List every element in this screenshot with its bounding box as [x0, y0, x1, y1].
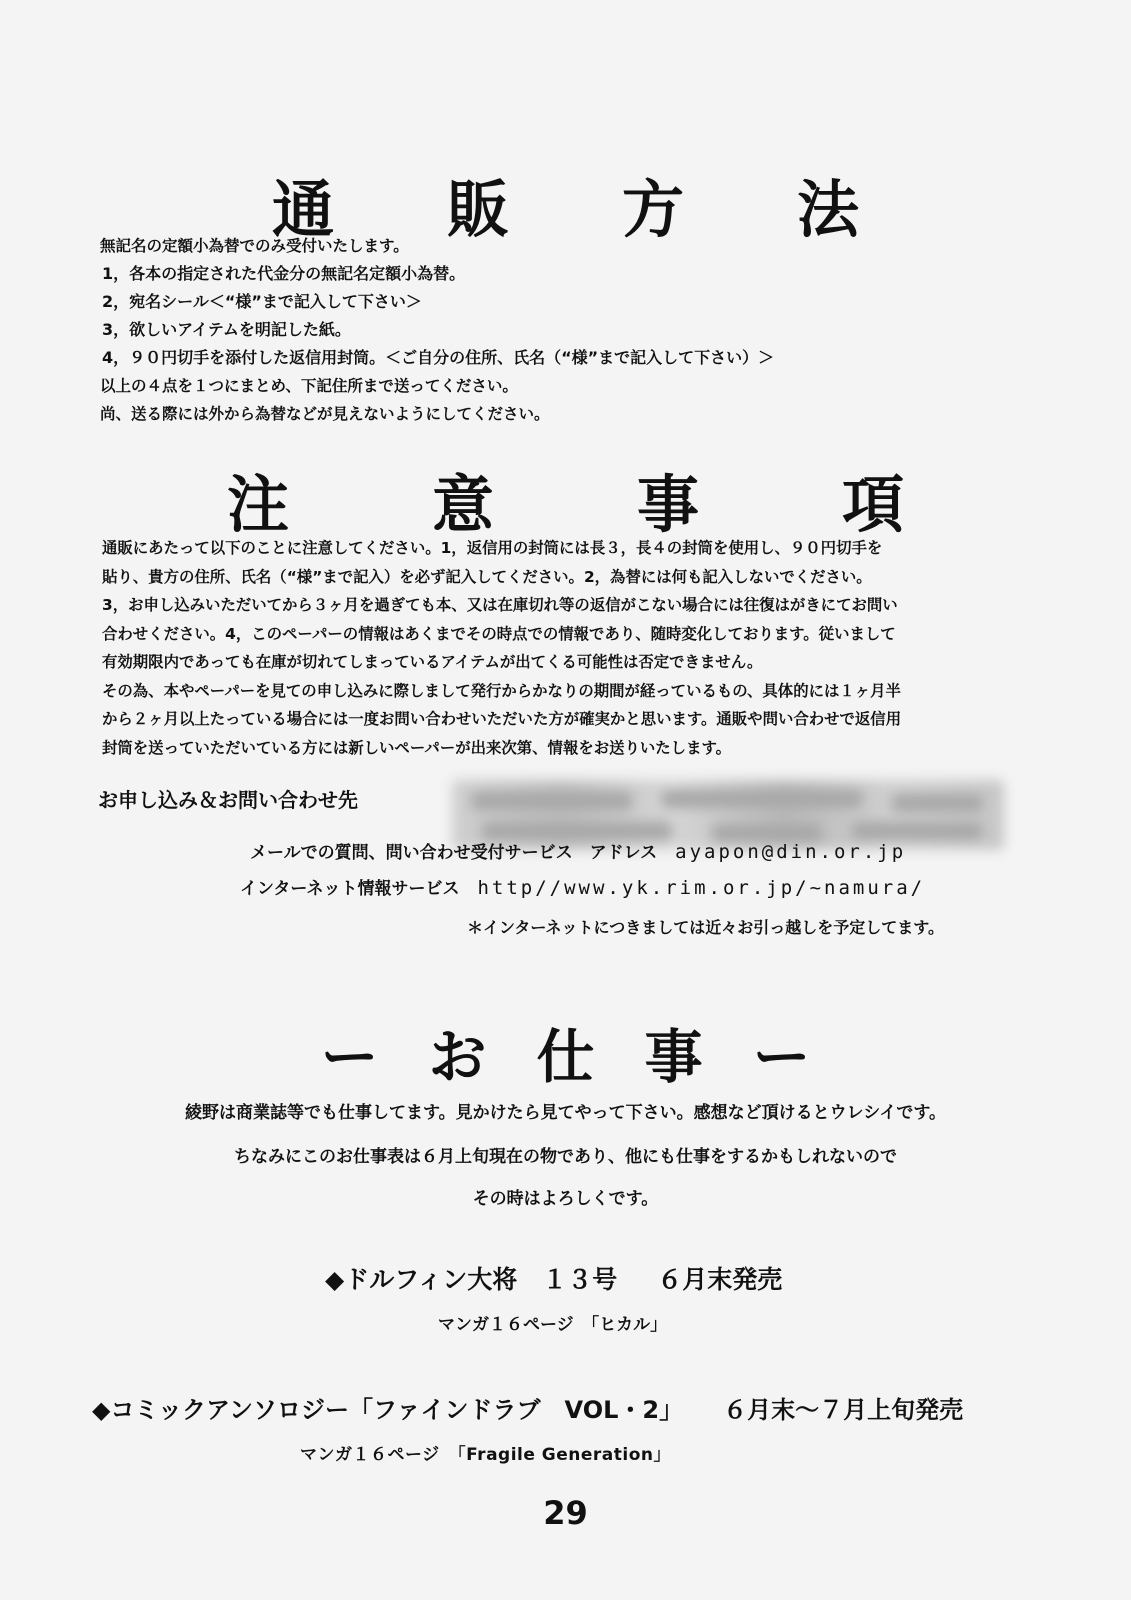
release-detail: マンガ１６ページ 「ヒカル」: [438, 1315, 668, 1335]
instruction-line: 以上の４点を１つにまとめ、下記住所まで送ってください。: [100, 377, 518, 395]
instruction-line: 3，欲しいアイテムを明記した紙。: [102, 320, 351, 339]
work-text-line: その時はよろしくです。: [472, 1189, 659, 1209]
move-note: ＊インターネットにつきましては近々お引っ越しを予定してます。: [467, 918, 944, 937]
instruction-line: 尚、送る際には外から為替などが見えないようにしてください。: [100, 405, 550, 423]
mail-order-instructions: [100, 232, 774, 428]
heading-char: ー: [320, 1023, 379, 1091]
email-address[interactable]: ayapon@din.or.jp: [675, 841, 907, 863]
notice-line: 有効期限内であっても在庫が切れてしまっているアイテムが出てくる可能性は否定できません。: [102, 653, 763, 671]
work-text-line: ちなみにこのお仕事表は６月上旬現在の物であり、他にも仕事をするかもしれないので: [234, 1147, 897, 1167]
release-item: [92, 1390, 963, 1425]
heading-char: 事: [636, 468, 699, 541]
notice-line: その為、本やペーパーを見ての申し込みに際しまして発行からかなりの期間が経っているもの、具体的には１ヶ月半: [102, 681, 901, 700]
notice-line: 合わせください。4，このペーパーの情報はあくまでその時点での情報であり、随時変化しております。従いまして: [102, 624, 896, 643]
heading-char: 法: [796, 173, 859, 246]
release-detail: マンガ１６ページ 「Fragile Generation」: [300, 1445, 672, 1465]
page-number: 29: [543, 1494, 588, 1532]
heading-char: 仕: [536, 1023, 595, 1091]
heading-char: 販: [446, 173, 509, 246]
notice-heading: [0, 455, 1131, 544]
heading-char: 通: [271, 173, 334, 246]
release-title: ◆ドルフィン大将 １３号: [325, 1265, 618, 1294]
contact-label: お申し込み＆お問い合わせ先: [98, 788, 358, 812]
notice-line: 貼り、貴方の住所、氏名（“様”まで記入）を必ず記入してください。2，為替には何も記入しないでください。: [102, 567, 872, 586]
instruction-line: 無記名の定額小為替でのみ受付いたします。: [100, 237, 409, 255]
notice-line: 封筒を送っていただいている方には新しいペーパーが出来次第、情報をお送りいたします。: [102, 738, 732, 757]
notice-line: 通販にあたって以下のことに注意してください。1，返信用の封筒には長３，長４の封筒を使用し、９０円切手を: [102, 539, 883, 557]
website-url[interactable]: http//www.yk.rim.or.jp/~namura/: [477, 877, 926, 899]
web-contact: [240, 874, 925, 899]
heading-char: ー: [752, 1023, 811, 1091]
email-label: メールでの質問、問い合わせ受付サービス アドレス: [250, 843, 658, 863]
heading-char: 意: [431, 468, 494, 541]
release-date: ６月末〜７月上旬発売: [723, 1396, 964, 1424]
instruction-line: 1，各本の指定された代金分の無記名定額小為替。: [102, 264, 466, 283]
notice-line: から２ヶ月以上たっている場合には一度お問い合わせいただいた方が確実かと思います。通販や問い合わせで返信用: [102, 710, 902, 728]
notice-text: [102, 534, 901, 762]
heading-char: 項: [841, 468, 904, 541]
release-item: [325, 1260, 782, 1296]
heading-char: 注: [226, 468, 289, 541]
notice-line: 3，お申し込みいただいてから３ヶ月を過ぎても本、又は在庫切れ等の返信がこない場合には往復はがきにてお問い: [102, 596, 898, 614]
release-date: ６月末発売: [657, 1265, 783, 1294]
heading-char: お: [428, 1023, 487, 1091]
work-heading: [0, 1010, 1131, 1094]
web-label: インターネット情報サービス: [240, 879, 460, 899]
instruction-line: 4，９０円切手を添付した返信用封筒。＜ご自分の住所、氏名（“様”まで記入して下さい）＞: [102, 348, 775, 367]
heading-char: 事: [644, 1023, 703, 1091]
email-contact: [250, 838, 906, 863]
heading-char: 方: [621, 173, 684, 246]
work-text-line: 綾野は商業誌等でも仕事してます。見かけたら見てやって下さい。感想など頂けるとウレシイです。: [184, 1103, 946, 1123]
instruction-line: 2，宛名シール＜“様”まで記入して下さい＞: [102, 292, 422, 311]
release-title: ◆コミックアンソロジー「ファインドラブ VOL・2」: [92, 1396, 684, 1424]
